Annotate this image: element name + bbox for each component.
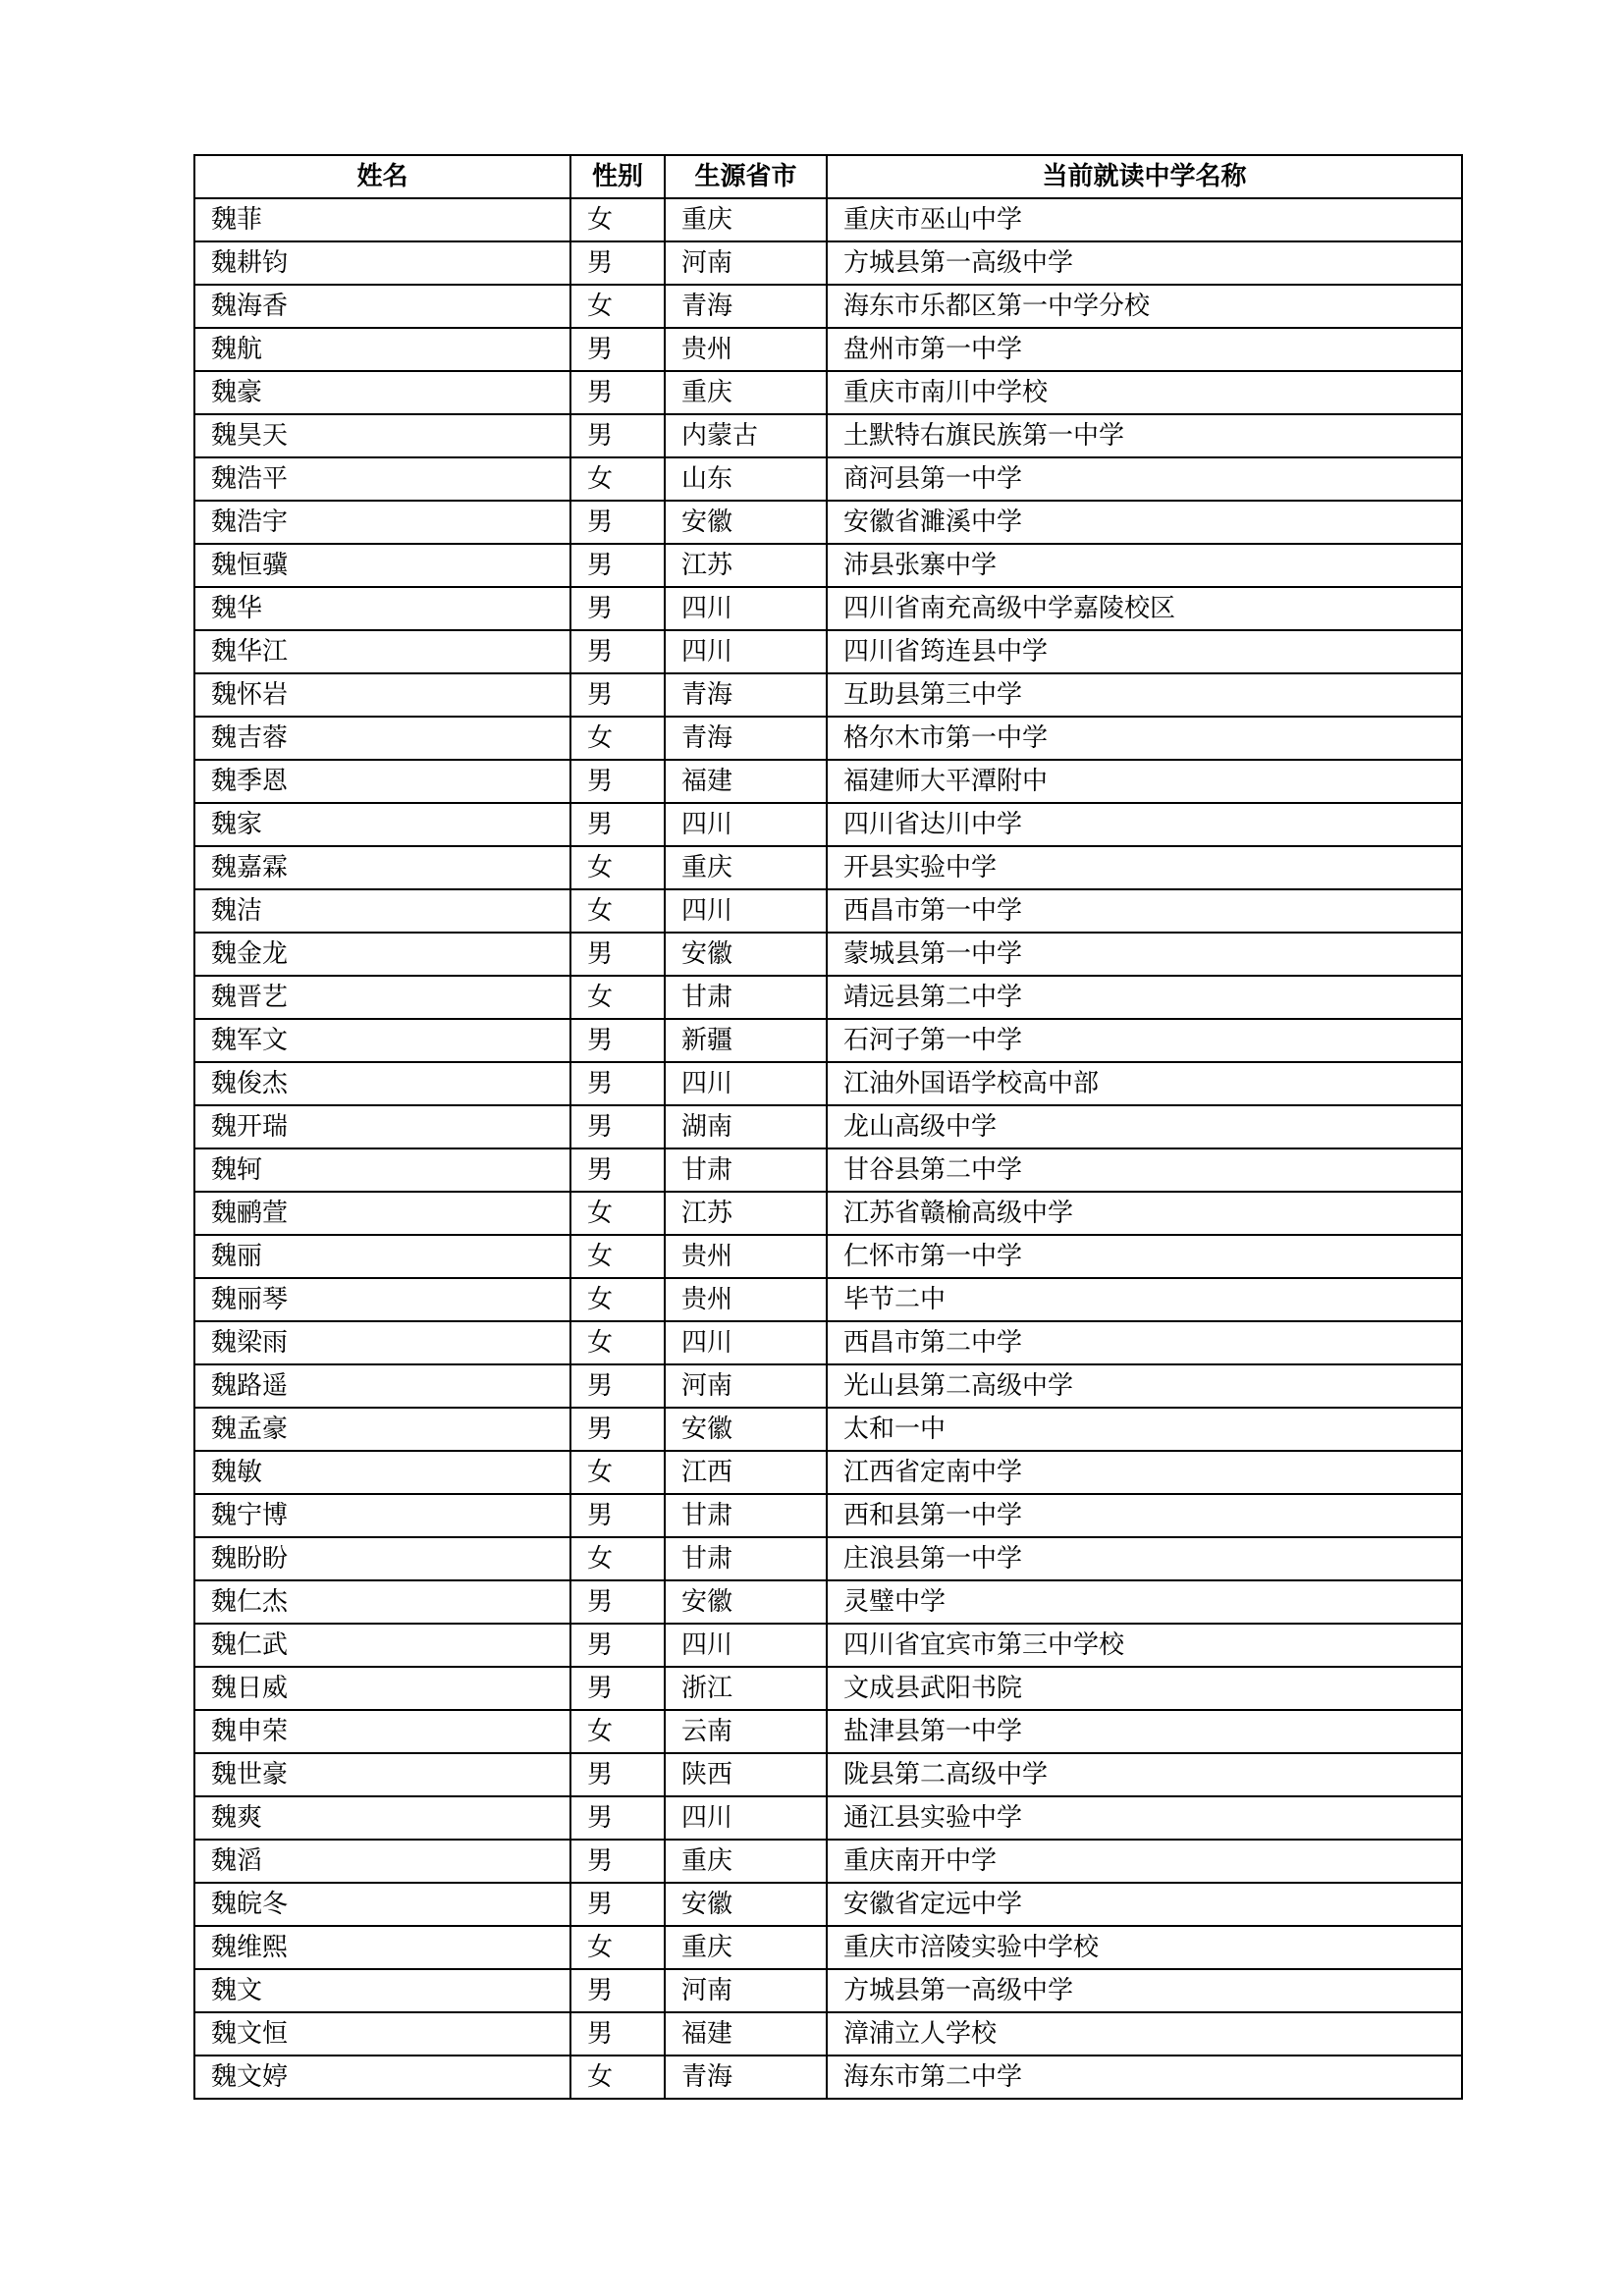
- header-name: 姓名: [194, 155, 570, 198]
- cell-school: 海东市第二中学: [827, 2056, 1462, 2099]
- cell-school: 蒙城县第一中学: [827, 933, 1462, 976]
- cell-school: 方城县第一高级中学: [827, 1969, 1462, 2012]
- cell-name: 魏滔: [194, 1840, 570, 1883]
- cell-province: 安徽: [665, 933, 827, 976]
- cell-province: 江苏: [665, 1192, 827, 1235]
- cell-gender: 女: [570, 1926, 665, 1969]
- cell-gender: 女: [570, 457, 665, 501]
- cell-school: 庄浪县第一中学: [827, 1537, 1462, 1580]
- cell-gender: 男: [570, 933, 665, 976]
- cell-gender: 男: [570, 803, 665, 846]
- cell-school: 重庆市涪陵实验中学校: [827, 1926, 1462, 1969]
- table-row: [194, 760, 1462, 803]
- cell-school: 江西省定南中学: [827, 1451, 1462, 1494]
- table-row: [194, 1019, 1462, 1062]
- cell-province: 江西: [665, 1451, 827, 1494]
- cell-name: 魏维熙: [194, 1926, 570, 1969]
- table-row: [194, 1580, 1462, 1624]
- cell-province: 河南: [665, 1364, 827, 1408]
- cell-province: 河南: [665, 241, 827, 285]
- cell-province: 甘肃: [665, 1148, 827, 1192]
- header-school: 当前就读中学名称: [827, 155, 1462, 198]
- table-row: [194, 1451, 1462, 1494]
- cell-name: 魏洁: [194, 889, 570, 933]
- cell-name: 魏昊天: [194, 414, 570, 457]
- cell-province: 重庆: [665, 371, 827, 414]
- table-row: [194, 1753, 1462, 1796]
- cell-school: 江苏省赣榆高级中学: [827, 1192, 1462, 1235]
- cell-name: 魏晋艺: [194, 976, 570, 1019]
- cell-school: 方城县第一高级中学: [827, 241, 1462, 285]
- cell-school: 西和县第一中学: [827, 1494, 1462, 1537]
- table-row: [194, 241, 1462, 285]
- cell-school: 甘谷县第二中学: [827, 1148, 1462, 1192]
- cell-school: 盐津县第一中学: [827, 1710, 1462, 1753]
- cell-gender: 女: [570, 285, 665, 328]
- cell-province: 云南: [665, 1710, 827, 1753]
- table-row: [194, 933, 1462, 976]
- cell-province: 青海: [665, 673, 827, 717]
- cell-school: 四川省达川中学: [827, 803, 1462, 846]
- cell-gender: 男: [570, 1840, 665, 1883]
- cell-province: 浙江: [665, 1667, 827, 1710]
- cell-school: 石河子第一中学: [827, 1019, 1462, 1062]
- cell-gender: 男: [570, 2012, 665, 2056]
- cell-province: 山东: [665, 457, 827, 501]
- cell-gender: 女: [570, 717, 665, 760]
- cell-gender: 男: [570, 1364, 665, 1408]
- cell-school: 格尔木市第一中学: [827, 717, 1462, 760]
- table-row: [194, 1408, 1462, 1451]
- cell-province: 四川: [665, 630, 827, 673]
- cell-name: 魏轲: [194, 1148, 570, 1192]
- cell-school: 土默特右旗民族第一中学: [827, 414, 1462, 457]
- cell-name: 魏航: [194, 328, 570, 371]
- table-row: [194, 803, 1462, 846]
- cell-name: 魏路遥: [194, 1364, 570, 1408]
- cell-name: 魏宁博: [194, 1494, 570, 1537]
- cell-name: 魏爽: [194, 1796, 570, 1840]
- table-row: [194, 371, 1462, 414]
- cell-gender: 男: [570, 1019, 665, 1062]
- header-gender: 性别: [570, 155, 665, 198]
- cell-province: 四川: [665, 1624, 827, 1667]
- table-row: [194, 457, 1462, 501]
- cell-gender: 女: [570, 1710, 665, 1753]
- cell-name: 魏世豪: [194, 1753, 570, 1796]
- table-row: [194, 1192, 1462, 1235]
- table-row: [194, 501, 1462, 544]
- cell-name: 魏浩平: [194, 457, 570, 501]
- cell-school: 龙山高级中学: [827, 1105, 1462, 1148]
- cell-school: 海东市乐都区第一中学分校: [827, 285, 1462, 328]
- header-row: [194, 155, 1462, 198]
- cell-name: 魏耕钧: [194, 241, 570, 285]
- cell-name: 魏丽琴: [194, 1278, 570, 1321]
- cell-name: 魏孟豪: [194, 1408, 570, 1451]
- cell-province: 福建: [665, 2012, 827, 2056]
- table-row: [194, 1796, 1462, 1840]
- cell-gender: 男: [570, 1494, 665, 1537]
- cell-school: 灵璧中学: [827, 1580, 1462, 1624]
- cell-province: 贵州: [665, 1278, 827, 1321]
- cell-school: 光山县第二高级中学: [827, 1364, 1462, 1408]
- cell-school: 沛县张寨中学: [827, 544, 1462, 587]
- cell-gender: 男: [570, 1148, 665, 1192]
- table-row: [194, 1321, 1462, 1364]
- cell-name: 魏怀岩: [194, 673, 570, 717]
- cell-name: 魏华江: [194, 630, 570, 673]
- cell-name: 魏恒骥: [194, 544, 570, 587]
- cell-gender: 女: [570, 889, 665, 933]
- cell-gender: 男: [570, 544, 665, 587]
- cell-province: 甘肃: [665, 1537, 827, 1580]
- cell-name: 魏华: [194, 587, 570, 630]
- cell-province: 青海: [665, 2056, 827, 2099]
- cell-gender: 男: [570, 1667, 665, 1710]
- cell-gender: 男: [570, 760, 665, 803]
- cell-school: 安徽省定远中学: [827, 1883, 1462, 1926]
- cell-school: 太和一中: [827, 1408, 1462, 1451]
- table-row: [194, 630, 1462, 673]
- cell-name: 魏申荣: [194, 1710, 570, 1753]
- cell-name: 魏梁雨: [194, 1321, 570, 1364]
- table-row: [194, 198, 1462, 241]
- cell-gender: 男: [570, 1969, 665, 2012]
- cell-province: 福建: [665, 760, 827, 803]
- cell-name: 魏浩宇: [194, 501, 570, 544]
- cell-school: 通江县实验中学: [827, 1796, 1462, 1840]
- table-row: [194, 976, 1462, 1019]
- cell-name: 魏菲: [194, 198, 570, 241]
- cell-school: 漳浦立人学校: [827, 2012, 1462, 2056]
- cell-school: 仁怀市第一中学: [827, 1235, 1462, 1278]
- table-row: [194, 1364, 1462, 1408]
- cell-school: 盘州市第一中学: [827, 328, 1462, 371]
- cell-gender: 男: [570, 501, 665, 544]
- table-row: [194, 1667, 1462, 1710]
- cell-province: 四川: [665, 803, 827, 846]
- table-row: [194, 2056, 1462, 2099]
- cell-gender: 男: [570, 328, 665, 371]
- table-row: [194, 328, 1462, 371]
- cell-school: 西昌市第二中学: [827, 1321, 1462, 1364]
- cell-school: 西昌市第一中学: [827, 889, 1462, 933]
- cell-school: 重庆市巫山中学: [827, 198, 1462, 241]
- cell-name: 魏文恒: [194, 2012, 570, 2056]
- cell-name: 魏仁杰: [194, 1580, 570, 1624]
- cell-province: 重庆: [665, 1926, 827, 1969]
- table-row: [194, 414, 1462, 457]
- cell-province: 四川: [665, 1321, 827, 1364]
- cell-gender: 男: [570, 371, 665, 414]
- cell-province: 甘肃: [665, 1494, 827, 1537]
- cell-school: 福建师大平潭附中: [827, 760, 1462, 803]
- cell-gender: 男: [570, 1105, 665, 1148]
- cell-name: 魏开瑞: [194, 1105, 570, 1148]
- cell-province: 河南: [665, 1969, 827, 2012]
- cell-gender: 女: [570, 198, 665, 241]
- table-row: [194, 717, 1462, 760]
- cell-province: 新疆: [665, 1019, 827, 1062]
- table-row: [194, 1926, 1462, 1969]
- cell-gender: 女: [570, 1537, 665, 1580]
- cell-name: 魏季恩: [194, 760, 570, 803]
- table-row: [194, 1148, 1462, 1192]
- cell-name: 魏豪: [194, 371, 570, 414]
- cell-gender: 男: [570, 1580, 665, 1624]
- table-row: [194, 1278, 1462, 1321]
- cell-province: 重庆: [665, 1840, 827, 1883]
- cell-gender: 女: [570, 1192, 665, 1235]
- cell-school: 四川省宜宾市第三中学校: [827, 1624, 1462, 1667]
- cell-gender: 男: [570, 414, 665, 457]
- cell-province: 安徽: [665, 1883, 827, 1926]
- cell-school: 互助县第三中学: [827, 673, 1462, 717]
- cell-gender: 女: [570, 1321, 665, 1364]
- table-row: [194, 1062, 1462, 1105]
- cell-name: 魏军文: [194, 1019, 570, 1062]
- cell-gender: 女: [570, 2056, 665, 2099]
- cell-school: 重庆市南川中学校: [827, 371, 1462, 414]
- table-row: [194, 846, 1462, 889]
- cell-gender: 男: [570, 1796, 665, 1840]
- cell-gender: 男: [570, 241, 665, 285]
- table-row: [194, 587, 1462, 630]
- cell-school: 江油外国语学校高中部: [827, 1062, 1462, 1105]
- cell-name: 魏仁武: [194, 1624, 570, 1667]
- cell-name: 魏盼盼: [194, 1537, 570, 1580]
- cell-province: 江苏: [665, 544, 827, 587]
- cell-school: 文成县武阳书院: [827, 1667, 1462, 1710]
- cell-name: 魏日威: [194, 1667, 570, 1710]
- table-header: [194, 155, 1462, 198]
- header-province: 生源省市: [665, 155, 827, 198]
- table-row: [194, 1494, 1462, 1537]
- cell-name: 魏鹂萱: [194, 1192, 570, 1235]
- cell-name: 魏皖冬: [194, 1883, 570, 1926]
- cell-gender: 男: [570, 1408, 665, 1451]
- cell-gender: 男: [570, 673, 665, 717]
- table-row: [194, 544, 1462, 587]
- cell-gender: 男: [570, 1883, 665, 1926]
- cell-province: 贵州: [665, 1235, 827, 1278]
- cell-gender: 女: [570, 846, 665, 889]
- cell-gender: 女: [570, 1451, 665, 1494]
- cell-school: 重庆南开中学: [827, 1840, 1462, 1883]
- cell-gender: 男: [570, 1624, 665, 1667]
- cell-school: 四川省南充高级中学嘉陵校区: [827, 587, 1462, 630]
- cell-name: 魏文: [194, 1969, 570, 2012]
- cell-name: 魏丽: [194, 1235, 570, 1278]
- cell-gender: 男: [570, 630, 665, 673]
- cell-name: 魏家: [194, 803, 570, 846]
- cell-province: 重庆: [665, 846, 827, 889]
- table-row: [194, 1105, 1462, 1148]
- cell-province: 内蒙古: [665, 414, 827, 457]
- table-row: [194, 673, 1462, 717]
- cell-gender: 男: [570, 1753, 665, 1796]
- cell-province: 安徽: [665, 1408, 827, 1451]
- cell-province: 四川: [665, 1062, 827, 1105]
- cell-province: 青海: [665, 717, 827, 760]
- cell-school: 毕节二中: [827, 1278, 1462, 1321]
- cell-name: 魏敏: [194, 1451, 570, 1494]
- table-row: [194, 1883, 1462, 1926]
- cell-province: 青海: [665, 285, 827, 328]
- cell-name: 魏海香: [194, 285, 570, 328]
- table-row: [194, 1840, 1462, 1883]
- table-row: [194, 1969, 1462, 2012]
- table-row: [194, 1624, 1462, 1667]
- cell-province: 湖南: [665, 1105, 827, 1148]
- student-roster-table: [193, 154, 1463, 2100]
- cell-school: 四川省筠连县中学: [827, 630, 1462, 673]
- cell-name: 魏金龙: [194, 933, 570, 976]
- cell-name: 魏嘉霖: [194, 846, 570, 889]
- cell-name: 魏吉蓉: [194, 717, 570, 760]
- cell-school: 商河县第一中学: [827, 457, 1462, 501]
- cell-school: 陇县第二高级中学: [827, 1753, 1462, 1796]
- cell-school: 安徽省濉溪中学: [827, 501, 1462, 544]
- table-row: [194, 285, 1462, 328]
- cell-gender: 男: [570, 1062, 665, 1105]
- cell-name: 魏文婷: [194, 2056, 570, 2099]
- cell-gender: 女: [570, 1278, 665, 1321]
- cell-province: 四川: [665, 587, 827, 630]
- cell-province: 四川: [665, 1796, 827, 1840]
- cell-province: 四川: [665, 889, 827, 933]
- cell-province: 安徽: [665, 1580, 827, 1624]
- cell-province: 陕西: [665, 1753, 827, 1796]
- cell-province: 甘肃: [665, 976, 827, 1019]
- cell-gender: 男: [570, 587, 665, 630]
- cell-school: 开县实验中学: [827, 846, 1462, 889]
- table-row: [194, 2012, 1462, 2056]
- cell-gender: 女: [570, 976, 665, 1019]
- table-body: [194, 198, 1462, 2099]
- cell-province: 安徽: [665, 501, 827, 544]
- table-row: [194, 889, 1462, 933]
- cell-gender: 女: [570, 1235, 665, 1278]
- table-row: [194, 1710, 1462, 1753]
- table-row: [194, 1235, 1462, 1278]
- cell-school: 靖远县第二中学: [827, 976, 1462, 1019]
- table-row: [194, 1537, 1462, 1580]
- cell-name: 魏俊杰: [194, 1062, 570, 1105]
- cell-province: 重庆: [665, 198, 827, 241]
- document-page: [193, 154, 1461, 2100]
- cell-province: 贵州: [665, 328, 827, 371]
